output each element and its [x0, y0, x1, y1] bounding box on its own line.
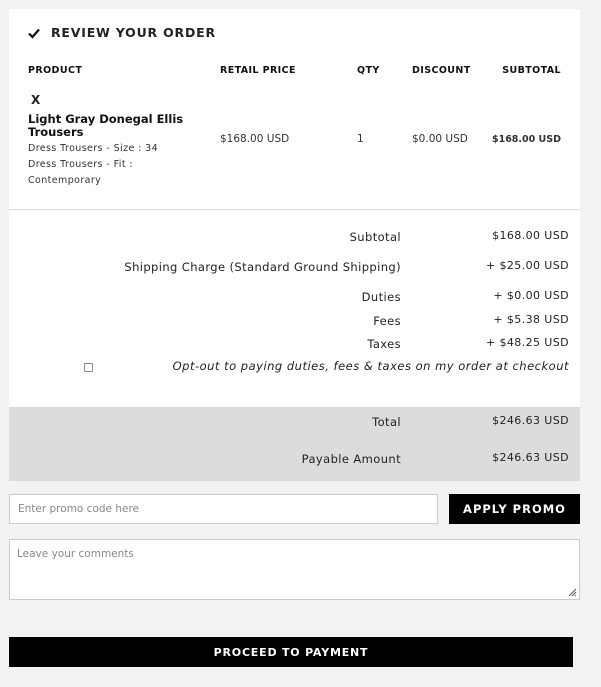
total-label: Total — [372, 415, 401, 429]
proceed-to-payment-button[interactable]: PROCEED TO PAYMENT — [9, 637, 573, 667]
product-fit-value: Contemporary — [28, 175, 102, 186]
review-header — [27, 25, 216, 40]
product-size: Dress Trousers - Size : 34 — [28, 143, 159, 154]
fees-value: + $5.38 USD — [493, 313, 569, 326]
payable-value: $246.63 USD — [492, 451, 569, 464]
header-discount: DISCOUNT — [412, 65, 471, 76]
subtotal-value: $168.00 USD — [492, 229, 569, 242]
discount: $0.00 USD — [412, 133, 468, 145]
check-icon — [27, 26, 41, 40]
promo-code-input[interactable]: Enter promo code here — [9, 494, 438, 524]
quantity: 1 — [357, 133, 364, 145]
resize-handle-icon[interactable] — [567, 587, 577, 597]
totals-panel — [9, 407, 580, 481]
remove-item-button[interactable]: X — [31, 93, 41, 107]
product-fit: Dress Trousers - Fit : — [28, 159, 133, 170]
comments-textarea[interactable] — [9, 539, 580, 600]
optout-checkbox[interactable] — [84, 363, 93, 372]
line-subtotal: $168.00 USD — [491, 134, 561, 145]
shipping-label: Shipping Charge (Standard Ground Shipping) — [124, 260, 401, 274]
optout-label: Opt-out to paying duties, fees & taxes on my order at checkout — [172, 359, 569, 373]
header-subtotal: SUBTOTAL — [502, 65, 561, 76]
header-qty: QTY — [357, 65, 380, 76]
order-review-card — [9, 9, 580, 481]
duties-value: + $0.00 USD — [493, 289, 569, 302]
shipping-value: + $25.00 USD — [485, 259, 569, 272]
apply-promo-button[interactable]: APPLY PROMO — [449, 494, 580, 524]
taxes-label: Taxes — [367, 337, 401, 351]
fees-label: Fees — [373, 314, 401, 328]
subtotal-label: Subtotal — [349, 230, 401, 244]
review-title: REVIEW YOUR ORDER — [51, 25, 216, 40]
taxes-value: + $48.25 USD — [485, 336, 569, 349]
retail-price: $168.00 USD — [220, 133, 290, 145]
header-retail-price: RETAIL PRICE — [220, 65, 296, 76]
header-product: PRODUCT — [28, 65, 83, 76]
comments-placeholder: Leave your comments — [17, 548, 134, 560]
product-name[interactable]: Light Gray Donegal Ellis Trousers — [28, 112, 184, 139]
duties-label: Duties — [361, 290, 401, 304]
divider — [9, 209, 580, 210]
payable-label: Payable Amount — [301, 452, 401, 466]
total-value: $246.63 USD — [492, 414, 569, 427]
